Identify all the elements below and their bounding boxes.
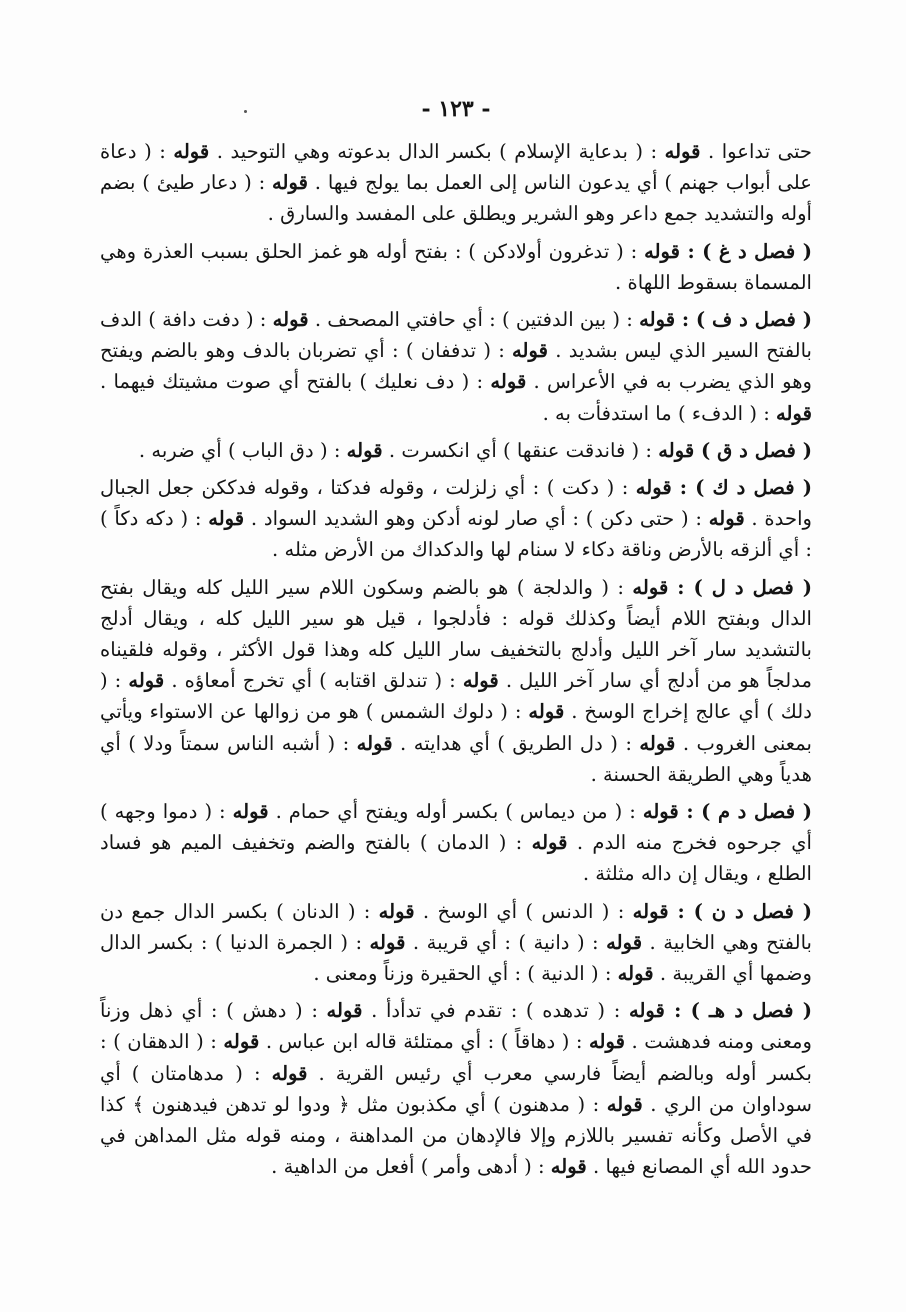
page-number: - ١٢٣ - bbox=[421, 96, 491, 122]
paragraph-section-dal-ghain: ( فصل د غ ) : قوله : ( تدغرون أولادكن ) : بفتح أوله هو غمز الحلق بسبب العذرة وهي المسماة بسقوط اللهاة . bbox=[100, 239, 813, 294]
document-page bbox=[100, 96, 812, 1189]
paragraph-section-dal-kaf: ( فصل د ك ) : قوله : ( دكت ) : أي زلزلت ، وقوله فدكتا ، وقوله فدككن جعل الجبال واحدة . قوله : ( حتى دكن ) : أي صار لونه أدكن وهو الشديد السواد . قوله : ( دكه دكاً ) : أي ألزقه بالأرض وناقة دكاء لا سنام لها والدكداك من الأرض مثله . bbox=[100, 476, 812, 562]
paragraph-section-dal-lam: ( فصل د ل ) : قوله : ( والدلجة ) هو بالضم وسكون اللام سير الليل كله ويقال بفتح الدال وبفتح اللام أيضاً وكذلك قوله : فأدلجوا ، قيل هو سير الليل كله ، ويقال أدلج بالتشديد سار آخر الليل وأدلج بالتخفيف سار الليل كله وهذا قول الأكثر ، وقوله فلقيناه مدلجاً هو من أدلج أي سار آخر الليل . قوله : ( تندلق اقتابه ) أي تخرج أمعاؤه . قوله : ( دلك ) أي عالج إخراج الوسخ . قوله : ( دلوك الشمس ) هو من زوالها عن الاستواء ويأتي بمعنى الغروب . قوله : ( دل الطريق ) أي هدايته . قوله : ( أشبه الناس سمتاً ودلا ) أي هدياً وهي الطريقة الحسنة . bbox=[100, 575, 813, 786]
paragraph-section-dal-qaf: ( فصل د ق ) قوله : ( فاندقت عنقها ) أي انكسرت . قوله : ( دق الباب ) أي ضربه . bbox=[138, 438, 812, 462]
paragraph-section-dal-mim: ( فصل د م ) : قوله : ( من ديماس ) بكسر أوله ويفتح أي حمام . قوله : ( دموا وجهه ) أي جرحوه فخرج منه الدم . قوله : ( الدمان ) بالفتح والضم وتخفيف الميم هو فساد الطلع ، ويقال إن داله مثلثة . bbox=[100, 800, 812, 886]
paragraph-da: حتى تداعوا . قوله : ( بدعاية الإسلام ) بكسر الدال بدعوته وهي التوحيد . قوله : ( دعاة على أبواب جهنم ) أي يدعون الناس إلى العمل بما يولج فيها . قوله : ( دعار طيئ ) بضم أوله والتشديد جمع داعر وهو الشرير ويطلق على المفسد والسارق . bbox=[100, 140, 812, 226]
paragraph-section-dal-ha: ( فصل د هـ ) : قوله : ( تدهده ) : تقدم في تدأدأ . قوله : ( دهش ) : أي ذهل وزناً ومعنى ومنه فدهشت . قوله : ( دهاقاً ) : أي ممتلئة قاله ابن عباس . قوله : ( الدهقان ) : بكسر أوله وبالضم أيضاً فارسي معرب أي رئيس القرية . قوله : ( مدهامتان ) أي سوداوان من الري . قوله : ( مدهنون ) أي مكذبون مثل ﴿ ودوا لو تدهن فيدهنون ﴾ كذا في الأصل وكأنه تفسير باللازم وإلا فالإدهان من المداهنة ، ومنه قوله مثل المداهن في حدود الله أي المصانع فيها . قوله : ( أدهى وأمر ) أفعل من الداهية . bbox=[100, 999, 813, 1179]
paragraph-section-dal-nun: ( فصل د ن ) : قوله : ( الدنس ) أي الوسخ . قوله : ( الدنان ) بكسر الدال جمع دن بالفتح وهي الخابية . قوله : ( دانية ) : أي قريبة . قوله : ( الجمرة الدنيا ) : بكسر الدال وضمها أي القريبة . قوله : ( الدنية ) : أي الحقيرة وزناً ومعنى . bbox=[100, 899, 812, 986]
paragraph-section-dal-fa: ( فصل د ف ) : قوله : ( بين الدفتين ) : أي حافتي المصحف . قوله : ( دفت دافة ) الدف بالفتح السير الذي ليس بشديد . قوله : ( تدففان ) : أي تضربان بالدف وهو بالضم ويفتح وهو الذي يضرب به في الأعراس . قوله : ( دف نعليك ) بالفتح أي صوت مشيتك فيهما . قوله : ( الدفء ) ما استدفأت به . bbox=[100, 308, 812, 425]
